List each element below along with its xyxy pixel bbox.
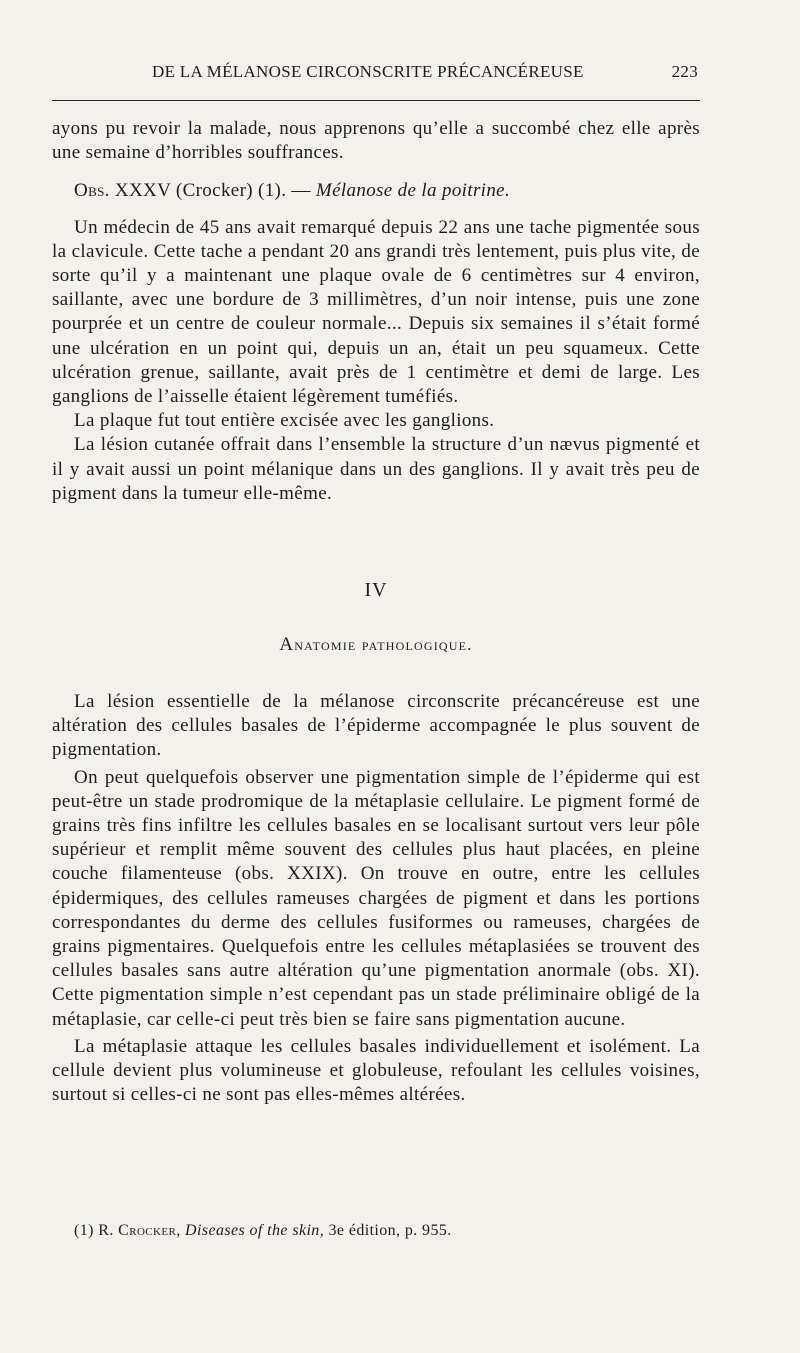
section-title <box>52 634 700 656</box>
upper-text-block <box>52 117 700 506</box>
obs-label: Obs. <box>74 180 110 202</box>
running-title: DE LA MÉLANOSE CIRCONSCRITE PRÉCANCÉREUSE <box>152 62 584 81</box>
footnote-author: Crocker, <box>118 1222 181 1239</box>
obs-paragraph-1: Un médecin de 45 ans avait remarqué depuis 22 ans une tache pigmentée sous la clavicule. Cette tache a pendant 20 ans grandi très lentement, puis plus vite, de sorte qu’il y a maintenant une plaque ovale de 6 centimètres sur 4 environ, saillante, avec une bordure de 3 millimètres, d’un noir intense, puis une zone pourprée et un centre de couleur normale... Depuis six semaines il s’était formé une ulcération en un point qui, depuis un an, était un peu squameux. Cette ulcération grenue, saillante, avait près de 1 centimètre et demi de large. Les ganglions de l’aisselle étaient légèrement tuméfiés. <box>52 216 700 408</box>
running-head <box>52 62 700 86</box>
header-rule <box>52 100 700 101</box>
section-title-rest: natomie pathologique. <box>294 635 473 654</box>
obs-paragraph-3: La lésion cutanée offrait dans l’ensemble la structure d’un nævus pigmenté et il y avait aussi un point mélanique dans un des ganglions. Il y avait très peu de pigment dans la tumeur elle-même. <box>52 434 700 504</box>
observation-heading <box>52 179 700 203</box>
obs-number-source: XXXV (Crocker) (1). — <box>114 180 311 202</box>
footnote-marker: (1) R. <box>74 1222 114 1239</box>
main-text-block <box>52 690 700 1107</box>
body-paragraph-2: On peut quelquefois observer une pigmentation simple de l’épiderme qui est peut-être un stade prodromique de la métaplasie cellulaire. Le pigment formé de grains très fins infiltre les cellules basales en se localisant surtout vers leur pôle supérieur et remplit même souvent des cellules plus haut placées, en pleine couche filamenteuse (obs. XXIX). On trouve en outre, entre les cellules épidermiques, des cellules rameuses chargées de pigment et dans les portions correspondantes du derme des cellules fusiformes ou rameuses, chargées de grains pigmentaires. Quelquefois entre les cellules métaplasiées se trouvent des cellules basales sans autre altération qu’une pigmentation anormale (obs. XI). Cette pigmentation simple n’est cependant pas un stade préliminaire obligé de la métaplasie, car celle-ci peut très bien se faire sans pigmentation aucune. <box>52 766 700 1030</box>
section-title-cap: A <box>279 634 295 655</box>
body-paragraph-1: La lésion essentielle de la mélanose circonscrite précancéreuse est une altération des cellules basales de l’épiderme accompagnée le plus souvent de pigmentation. <box>52 691 700 761</box>
obs-paragraph-2: La plaque fut tout entière excisée avec les ganglions. <box>74 410 495 432</box>
page-number: 223 <box>671 62 698 81</box>
footnote <box>74 1222 700 1240</box>
section-numeral: IV <box>364 579 388 601</box>
footnote-edition: 3e édition, p. 955. <box>328 1222 452 1239</box>
continuation-paragraph: ayons pu revoir la malade, nous apprenons qu’elle a succombé chez elle après une semaine d’horribles souffrances. <box>52 118 700 164</box>
obs-title: Mélanose de la poitrine. <box>315 180 511 202</box>
footnote-work: Diseases of the skin, <box>185 1222 325 1239</box>
body-paragraph-3: La métaplasie attaque les cellules basales individuellement et isolément. La cellule devient plus volumineuse et globuleuse, refoulant les cellules voisines, surtout si celles-ci ne sont pas elles-mêmes altérées. <box>52 1035 700 1106</box>
